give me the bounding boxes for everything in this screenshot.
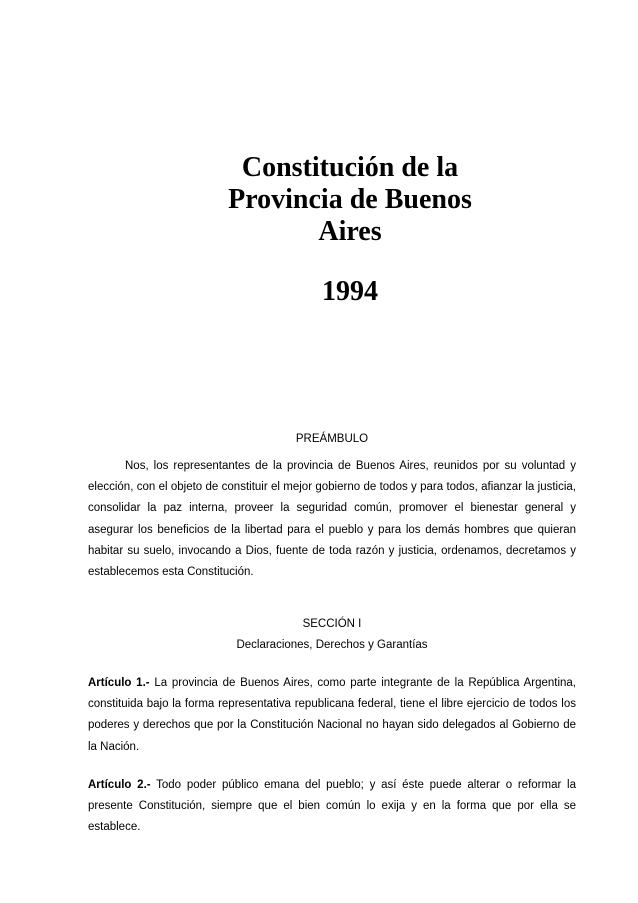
article-2-text: Todo poder público emana del pueblo; y así éste puede alterar o reformar la presente Constitución, siempre que el bien común lo exija y en la forma que por ella se establece. [88, 779, 576, 834]
section-subheading: Declaraciones, Derechos y Garantías [236, 639, 428, 651]
article-1 [88, 673, 576, 758]
article-2 [88, 775, 576, 839]
article-1-text: La provincia de Buenos Aires, como parte integrante de la República Argentina, constituida bajo la forma representativa republicana federal, tiene el libre ejercicio de todos los poderes y derechos que por la Constitución Nacional no hayan sido delegados al Gobierno de la Nación. [88, 677, 576, 753]
document-year: 1994 [322, 276, 378, 307]
title-line-1: Constitución de la [241, 152, 459, 183]
title-line-2: Provincia de Buenos [228, 184, 472, 215]
document-title [200, 152, 500, 248]
preamble-text: Nos, los representantes de la provincia de Buenos Aires, reunidos por su voluntad y elección, con el objeto de constituir el mejor gobierno de todos y para todos, afianzar la justicia, consolidar la paz interna, proveer la seguridad común, promover el bienestar general y asegurar los beneficios de la libertad para el pueblo y para los demás hombres que quieran habitar su suelo, invocando a Dios, fuente de toda razón y justicia, ordenamos, decretamos y establecemos esta Constitución. [88, 460, 576, 579]
section-heading: SECCIÓN I [302, 618, 362, 630]
title-line-3: Aires [318, 216, 382, 247]
article-2-label: Artículo 2.- [88, 779, 151, 791]
preamble-heading: PREÁMBULO [295, 433, 369, 445]
article-1-label: Artículo 1.- [88, 677, 150, 689]
